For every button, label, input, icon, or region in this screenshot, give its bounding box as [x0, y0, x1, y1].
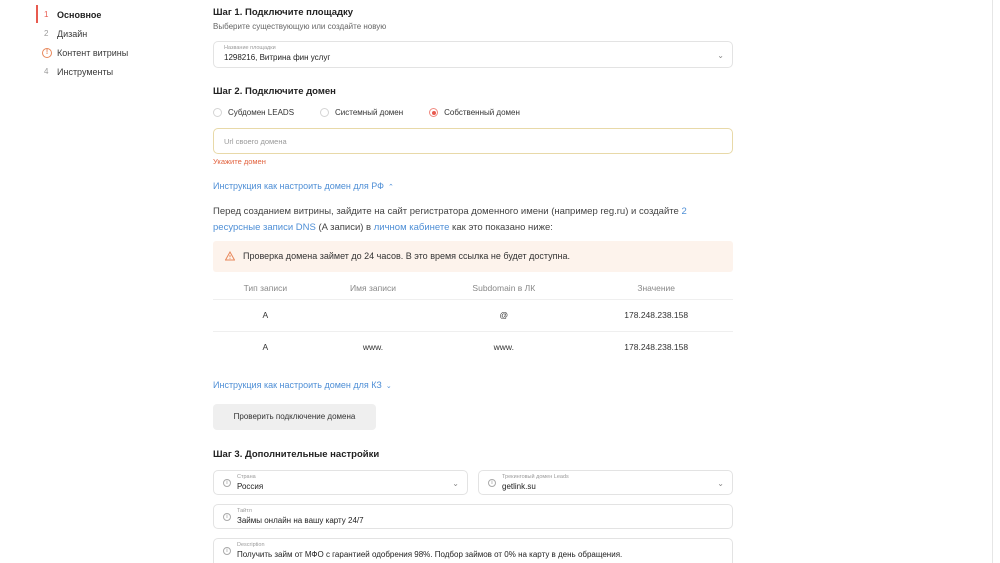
step-label: Основное: [57, 9, 102, 20]
radio-label: Системный домен: [335, 108, 404, 117]
info-icon: i: [223, 479, 231, 487]
table-cell: [318, 299, 429, 331]
step-number: 4: [44, 67, 49, 76]
table-row: [213, 299, 733, 331]
step-label: Контент витрины: [57, 47, 129, 58]
table-cell: A: [213, 299, 318, 331]
paragraph-text: как это показано ниже:: [449, 222, 553, 233]
domain-type-radios: [213, 108, 546, 117]
step-number: 2: [44, 29, 49, 38]
warning-triangle-icon: [225, 251, 235, 261]
sidebar-step-design[interactable]: [36, 24, 196, 43]
step-label: Инструменты: [57, 66, 114, 77]
check-domain-button[interactable]: Проверить подключение домена: [213, 404, 376, 430]
chevron-up-icon: ⌃: [388, 184, 394, 191]
tracking-domain-label: Трекинговый домен Leads: [502, 474, 569, 480]
instruction-kz-link[interactable]: [213, 380, 392, 390]
title-label: Тайтл: [237, 508, 252, 514]
radio-dot: [320, 108, 329, 117]
platform-label: Название площадки: [224, 45, 276, 51]
step-label: Дизайн: [57, 28, 88, 39]
column-header: Тип записи: [243, 282, 288, 293]
country-label: Страна: [237, 474, 256, 480]
dns-instructions-text: [213, 204, 733, 236]
chevron-down-icon: ⌄: [385, 383, 392, 390]
column-header: Значение: [637, 282, 676, 293]
table-row: [213, 331, 733, 363]
instruction-kz-label: Инструкция как настроить домен для КЗ: [213, 380, 382, 390]
column-header: Имя записи: [350, 282, 396, 293]
table-header-row: [213, 277, 733, 299]
dns-records-table: [213, 277, 733, 363]
info-icon: i: [223, 547, 231, 555]
instruction-rf-link[interactable]: [213, 181, 394, 191]
radio-label: Субдомен LEADS: [228, 108, 295, 117]
cabinet-link[interactable]: личном кабинете: [373, 222, 450, 233]
step1-title: Шаг 1. Подключите площадку: [213, 7, 354, 18]
table-cell: www.: [318, 331, 429, 363]
dns-records-link[interactable]: 2 ресурсные записи DNS: [213, 206, 687, 233]
paragraph-text: (A записи) в: [315, 222, 374, 233]
domain-url-input[interactable]: [213, 128, 733, 154]
steps-sidebar: [36, 5, 196, 81]
country-value: Россия: [237, 482, 264, 491]
warning-icon: !: [42, 48, 52, 58]
table-cell: A: [213, 331, 318, 363]
step3-title: Шаг 3. Дополнительные настройки: [213, 449, 380, 460]
tracking-domain-select[interactable]: [478, 470, 733, 495]
platform-value: 1298216, Витрина фин услуг: [224, 53, 331, 62]
platform-select[interactable]: [213, 41, 733, 68]
table-cell: www.: [428, 331, 579, 363]
radio-label: Собственный домен: [444, 108, 520, 117]
radio-dot: [213, 108, 222, 117]
right-divider: [992, 0, 993, 563]
instruction-rf-label: Инструкция как настроить домен для РФ: [213, 181, 385, 191]
sidebar-step-tools[interactable]: [36, 62, 196, 81]
table-cell: 178.248.238.158: [579, 331, 733, 363]
domain-url-placeholder: Url своего домена: [224, 137, 287, 146]
title-value: Займы онлайн на вашу карту 24/7: [237, 516, 364, 525]
table-cell: @: [428, 299, 579, 331]
radio-leads-subdomain[interactable]: [213, 108, 294, 117]
chevron-down-icon: ⌄: [717, 50, 724, 60]
radio-system-domain[interactable]: [320, 108, 403, 117]
paragraph-text: Перед созданием витрины, зайдите на сайт регистратора доменного имени (например reg.ru) и создайте: [213, 206, 682, 217]
domain-check-alert: [213, 241, 733, 272]
title-input[interactable]: [213, 504, 733, 529]
country-select[interactable]: [213, 470, 468, 495]
description-label: Description: [237, 542, 265, 548]
column-header: Subdomain в ЛК: [472, 282, 536, 293]
domain-error-text: Укажите домен: [213, 157, 266, 166]
description-input[interactable]: [213, 538, 733, 563]
alert-text: Проверка домена займет до 24 часов. В это время ссылка не будет доступна.: [243, 251, 570, 261]
description-value: Получить займ от МФО с гарантией одобрения 98%. Подбор займов от 0% на карту в день обращения.: [237, 550, 623, 559]
info-icon: i: [488, 479, 496, 487]
info-icon: i: [223, 513, 231, 521]
step1-subtitle: Выберите существующую или создайте новую: [213, 22, 387, 31]
chevron-down-icon: ⌄: [717, 478, 724, 488]
radio-dot: [429, 108, 438, 117]
table-cell: 178.248.238.158: [579, 299, 733, 331]
tracking-domain-value: getlink.su: [502, 482, 536, 491]
sidebar-step-content[interactable]: [36, 43, 196, 62]
sidebar-step-main[interactable]: [36, 5, 196, 24]
step-number: 1: [44, 10, 49, 19]
chevron-down-icon: ⌄: [452, 478, 459, 488]
radio-own-domain[interactable]: [429, 108, 520, 117]
step2-title: Шаг 2. Подключите домен: [213, 86, 336, 97]
